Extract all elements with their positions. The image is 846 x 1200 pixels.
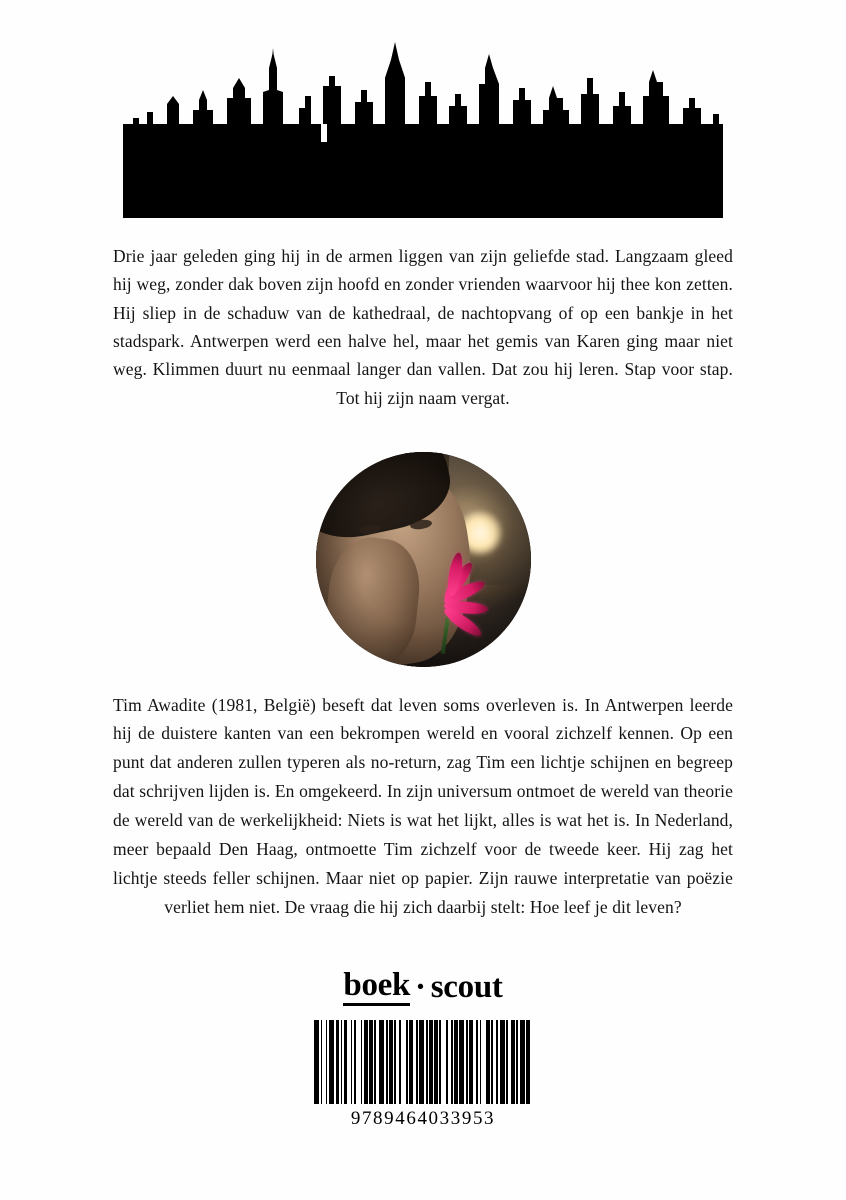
- antwerp-skyline-icon: [123, 38, 723, 218]
- publisher-name-part2: scout: [430, 969, 503, 1006]
- publisher-separator-dot: ·: [415, 969, 426, 1006]
- publisher-logo: [343, 969, 502, 1006]
- author-bio-text: Tim Awadite (1981, België) beseft dat leven soms overleven is. In Antwerpen leerde hij de duistere kanten van een bekrompen wereld en vooral zichzelf kennen. Op een punt dat anderen zullen typeren als no-return, zag Tim een lichtje schijnen en begreep dat schrijven lijden is. En omgekeerd. In zijn universum ontmoet de wereld van theorie de wereld van de werkelijkheid: Niets is wat het lijkt, alles is wat het is. In Nederland, meer bepaald Den Haag, ontmoette Tim zichzelf voor de tweede keer. Hij zag het lichtje steeds feller schijnen. Maar niet op papier. Zijn rauwe interpretatie van poëzie verliet hem niet. De vraag die hij zich daarbij stelt: Hoe leef je dit leven?: [113, 694, 733, 917]
- skyline-illustration: [0, 38, 846, 218]
- isbn-number: 9789464033953: [350, 1108, 496, 1130]
- author-portrait: [316, 452, 531, 667]
- publisher-name-part1: boek: [343, 969, 410, 1006]
- barcode-bar: [530, 1020, 532, 1104]
- isbn-barcode: [314, 1020, 532, 1104]
- photo-vignette: [316, 452, 531, 667]
- blurb-text: Drie jaar geleden ging hij in de armen liggen van zijn geliefde stad. Langzaam gleed hij weg, zonder dak boven zijn hoofd en zonder vrienden waarvoor hij thee kon zetten. Hij sliep in de schaduw van de kathedraal, de nachtopvang of op een bankje in het stadspark. Antwerpen werd een halve hel, maar het gemis van Karen ging maar niet weg. Klimmen duurt nu eenmaal langer dan vallen. Dat zou hij leren. Stap voor stap. Tot hij zijn naam vergat.: [113, 246, 733, 408]
- portrait-photo: [316, 452, 531, 667]
- barcode-block: [314, 1020, 532, 1130]
